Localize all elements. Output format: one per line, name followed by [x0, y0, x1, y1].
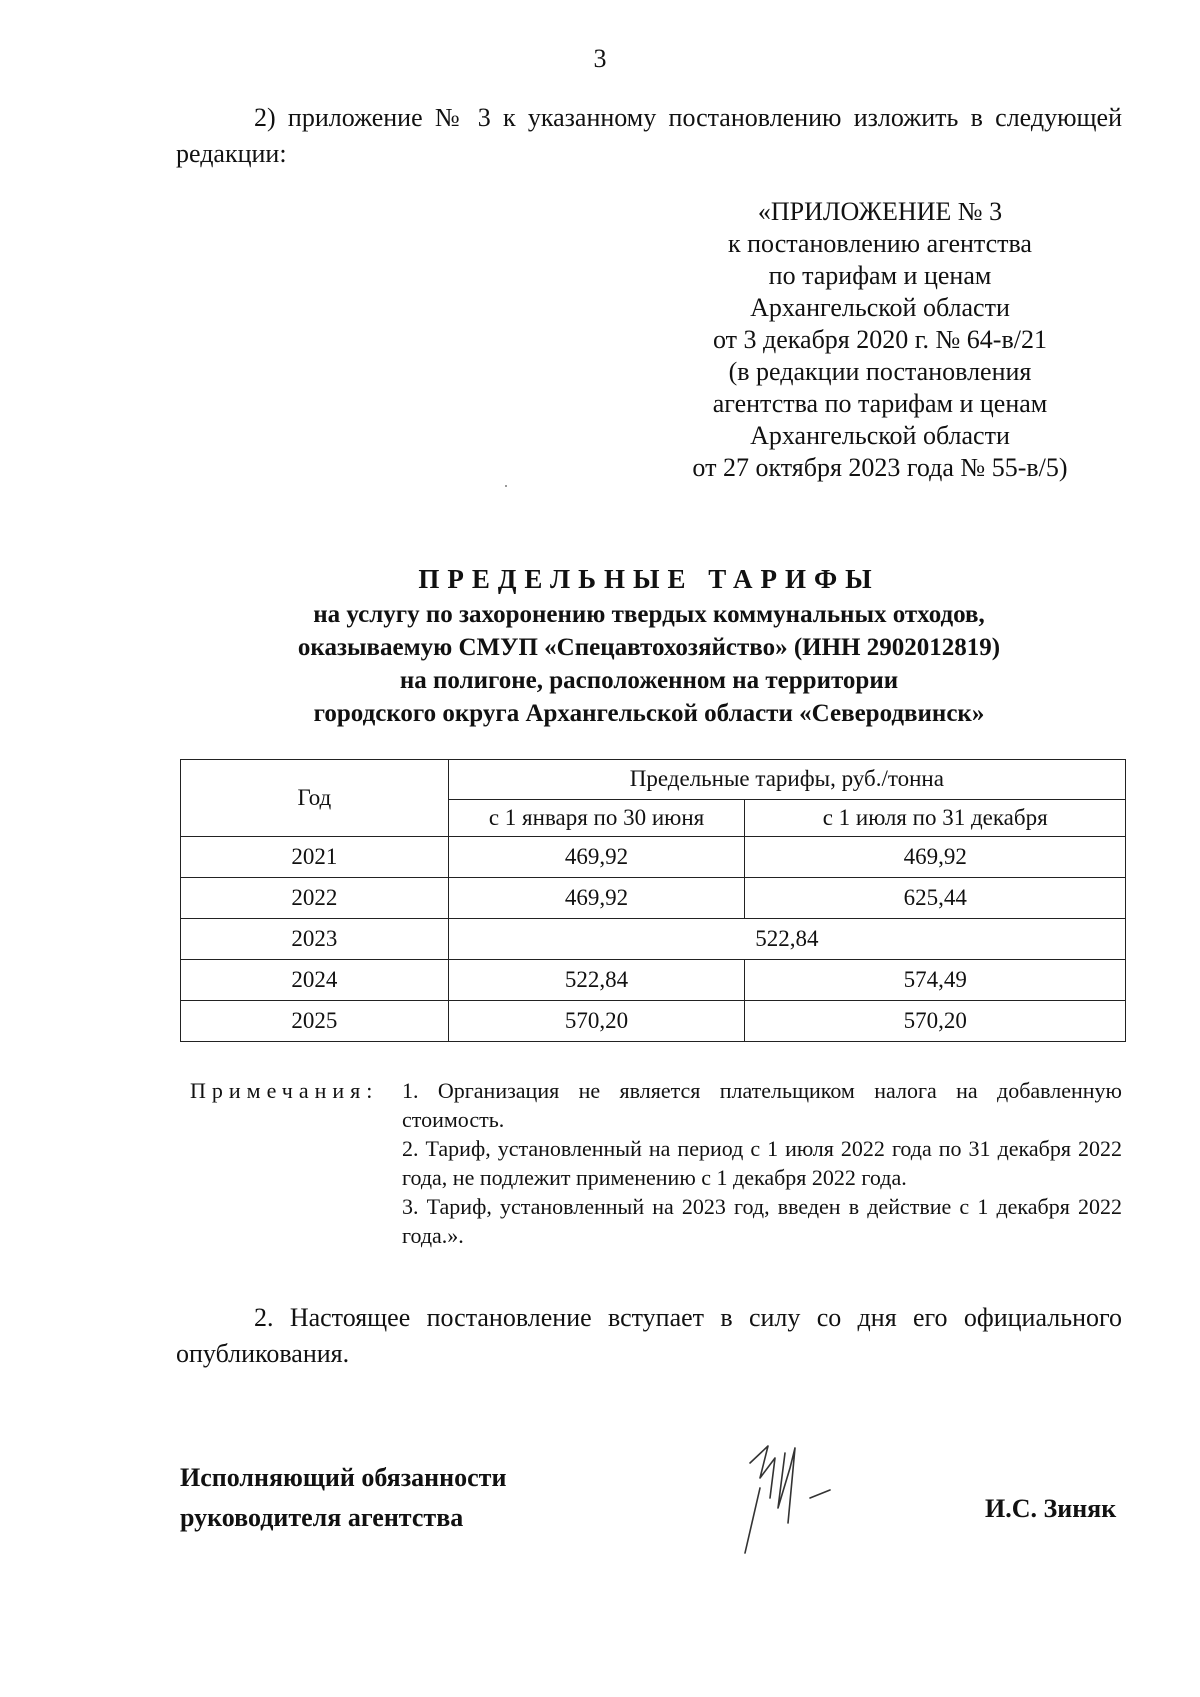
signatory-name: И.С. Зиняк [985, 1494, 1117, 1523]
tariff-cell: 469,92 [745, 837, 1126, 878]
table-row [181, 1001, 1126, 1042]
appendix-line: к постановлению агентства [728, 229, 1032, 258]
period1-header: с 1 января по 30 июня [448, 799, 745, 837]
appendix-line: «ПРИЛОЖЕНИЕ № 3 [757, 197, 1003, 226]
tariff-cell: 469,92 [448, 878, 745, 919]
table-row [181, 837, 1126, 878]
tariff-cell: 522,84 [448, 960, 745, 1001]
appendix-line: Архангельской области [750, 421, 1010, 450]
table-header-row [181, 760, 1126, 800]
year-cell: 2023 [181, 919, 449, 960]
closing-paragraph: 2. Настоящее постановление вступает в силу со дня его официального опубликования. [176, 1303, 1122, 1368]
position-line: Исполняющий обязанности [180, 1463, 507, 1492]
year-cell: 2024 [181, 960, 449, 1001]
document-title [176, 560, 1122, 730]
scan-dot [505, 485, 507, 487]
tariff-cell: 574,49 [745, 960, 1126, 1001]
tariff-header: Предельные тарифы, руб./тонна [448, 760, 1125, 800]
tariffs-table [180, 759, 1126, 1042]
appendix-line: агентства по тарифам и ценам [712, 389, 1048, 418]
note-item: 1. Организация не является плательщиком налога на добавленную стоимость. [402, 1078, 1122, 1132]
year-header: Год [181, 760, 449, 837]
page-number: 3 [593, 44, 607, 73]
table-row [181, 878, 1126, 919]
tariff-cell: 570,20 [448, 1001, 745, 1042]
tariff-cell-merged: 522,84 [448, 919, 1125, 960]
tariff-cell: 469,92 [448, 837, 745, 878]
year-cell: 2021 [181, 837, 449, 878]
appendix-line: от 3 декабря 2020 г. № 64-в/21 [713, 325, 1047, 354]
appendix-line: по тарифам и ценам [768, 261, 992, 290]
title-line: городского округа Архангельской области «Северодвинск» [313, 700, 985, 727]
title-main: ПРЕДЕЛЬНЫЕ ТАРИФЫ [418, 564, 880, 594]
period2-header: с 1 июля по 31 декабря [745, 799, 1126, 837]
intro-paragraph: 2) приложение № 3 к указанному постановлению изложить в следующей редакции: [176, 103, 1122, 168]
tariff-cell: 625,44 [745, 878, 1126, 919]
title-line: оказываемую СМУП «Спецавтохозяйство» (ИНН 2902012819) [297, 634, 1001, 661]
title-line: на полигоне, расположенном на территории [399, 667, 899, 694]
position-line: руководителя агентства [180, 1503, 464, 1532]
note-item: 3. Тариф, установленный на 2023 год, введен в действие с 1 декабря 2022 года.». [402, 1194, 1122, 1248]
notes-list [402, 1076, 1122, 1250]
title-line: на услугу по захоронению твердых коммунальных отходов, [313, 601, 985, 628]
handwritten-signature [730, 1428, 880, 1568]
appendix-header [650, 196, 1110, 484]
table-row [181, 919, 1126, 960]
note-item: 2. Тариф, установленный на период с 1 июля 2022 года по 31 декабря 2022 года, не подлежит применению с 1 декабря 2022 года. [402, 1136, 1122, 1190]
notes-label: Примечания: [190, 1078, 379, 1103]
table-row [181, 960, 1126, 1001]
year-cell: 2022 [181, 878, 449, 919]
tariff-cell: 570,20 [745, 1001, 1126, 1042]
year-cell: 2025 [181, 1001, 449, 1042]
appendix-line: (в редакции постановления [728, 357, 1032, 386]
appendix-line: от 27 октября 2023 года № 55-в/5) [692, 453, 1068, 482]
signatory-position [180, 1458, 506, 1538]
appendix-line: Архангельской области [750, 293, 1010, 322]
